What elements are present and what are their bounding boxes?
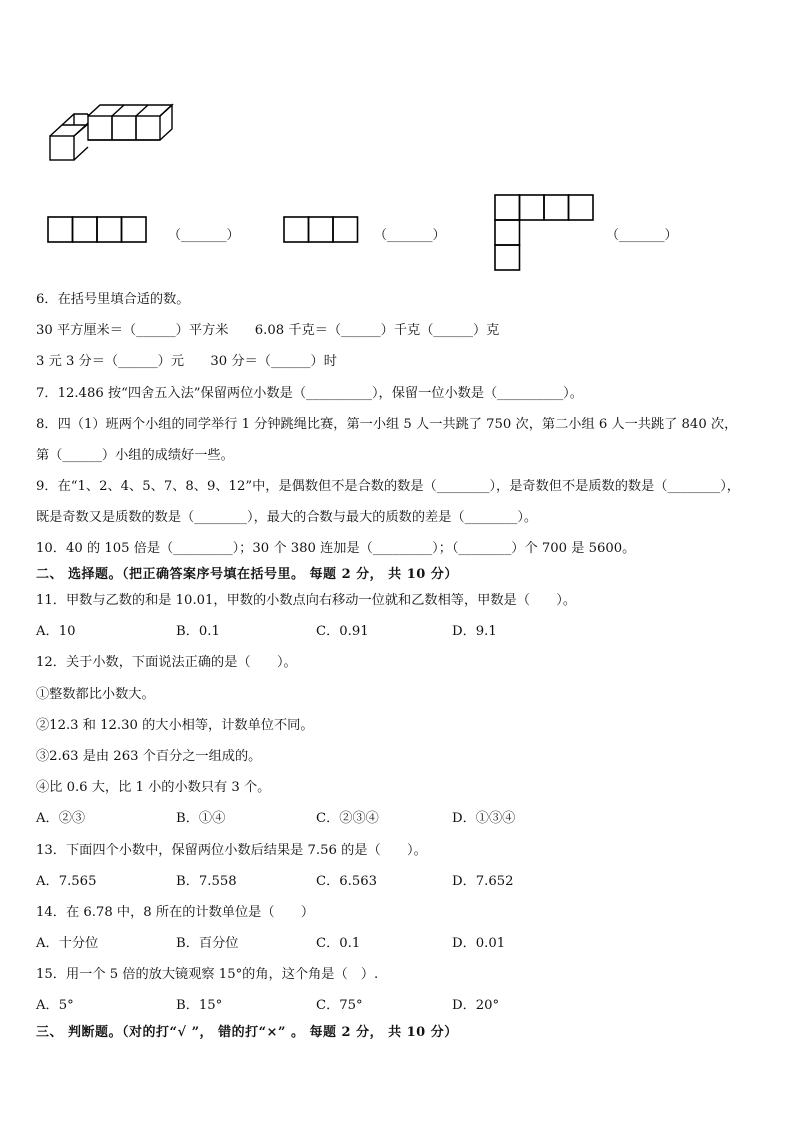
q8-line1: 8．四（1）班两个小组的同学举行 1 分钟跳绳比赛，第一小组 5 人一共跳了 750 次，第二小组 6 人一共跳了 840 次， [36,417,738,432]
q6-title: 6．在括号里填合适的数。 [36,292,190,307]
q13-option-d[interactable]: D．7.652 [452,874,514,889]
q12-statement-3: ③2.63 是由 263 个百分之一组成的。 [36,749,262,764]
q10: 10．40 的 105 倍是（_________）；30 个 380 连加是（_________）；（________）个 700 是 5600。 [36,541,636,556]
q15-option-c[interactable]: C．75° [316,998,363,1013]
q14-option-a[interactable]: A．十分位 [36,936,99,951]
q15-stem: 15．用一个 5 倍的放大镜观察 15°的角，这个角是（ ）. [36,967,379,982]
section2-heading: 二、 选择题。（把正确答案序号填在括号里。 每题 2 分， 共 10 分） [36,567,458,582]
q11-option-a[interactable]: A．10 [36,624,76,639]
q11-option-b[interactable]: B．0.1 [176,624,220,639]
q12-statement-1: ①整数都比小数大。 [36,687,155,702]
q15-option-b[interactable]: B．15° [176,998,223,1013]
q6-line2: 3 元 3 分＝（______）元 30 分＝（______）时 [36,354,337,369]
q12-option-b[interactable]: B．①④ [176,811,226,826]
view-l-shape [494,194,596,272]
q15-option-a[interactable]: A．5° [36,998,74,1013]
q11-option-c[interactable]: C．0.91 [316,624,369,639]
q8-line2: 第（______）小组的成绩好一些。 [36,448,234,463]
q12-option-c[interactable]: C．②③④ [316,811,379,826]
q13-stem: 13．下面四个小数中，保留两位小数后结果是 7.56 的是（ ）。 [36,843,427,858]
q6-line1: 30 平方厘米＝（______）平方米 6.08 千克＝（______）千克（______）克 [36,323,500,338]
answer-blank-2[interactable]: （_______） [374,228,446,243]
q15-option-d[interactable]: D．20° [452,998,500,1013]
q11-option-d[interactable]: D．9.1 [452,624,497,639]
q14-option-d[interactable]: D．0.01 [452,936,506,951]
q12-option-a[interactable]: A．②③ [36,811,86,826]
view-four-squares [47,216,149,244]
q14-stem: 14．在 6.78 中，8 所在的计数单位是（ ） [36,905,315,920]
q12-statement-4: ④比 0.6 大，比 1 小的小数只有 3 个。 [36,780,271,795]
q9-line1: 9．在“1、2、4、5、7、8、9、12”中，是偶数但不是合数的数是（________），是奇数但不是质数的数是（________）， [36,479,740,494]
section3-heading: 三、 判断题。（对的打“√ ”， 错的打“×” 。 每题 2 分， 共 10 分） [36,1025,458,1040]
q9-line2: 既是奇数又是质数的数是（________），最大的合数与最大的质数的差是（________）。 [36,510,538,525]
q14-option-c[interactable]: C．0.1 [316,936,361,951]
q12-option-d[interactable]: D．①③④ [452,811,516,826]
q12-statement-2: ②12.3 和 12.30 的大小相等，计数单位不同。 [36,718,314,733]
answer-blank-1[interactable]: （_______） [168,228,240,243]
q13-option-a[interactable]: A．7.565 [36,874,97,889]
q7: 7．12.486 按“四舍五入法”保留两位小数是（__________），保留一位小数是（__________）。 [36,386,583,401]
q13-option-b[interactable]: B．7.558 [176,874,237,889]
q14-option-b[interactable]: B．百分位 [176,936,239,951]
view-three-squares [283,216,361,244]
answer-blank-3[interactable]: （_______） [606,228,678,243]
q13-option-c[interactable]: C．6.563 [316,874,378,889]
cube-stack-figure [44,100,184,170]
q11-stem: 11．甲数与乙数的和是 10.01，甲数的小数点向右移动一位就和乙数相等，甲数是（ ）。 [36,593,577,608]
q12-stem: 12．关于小数，下面说法正确的是（ ）。 [36,655,297,670]
